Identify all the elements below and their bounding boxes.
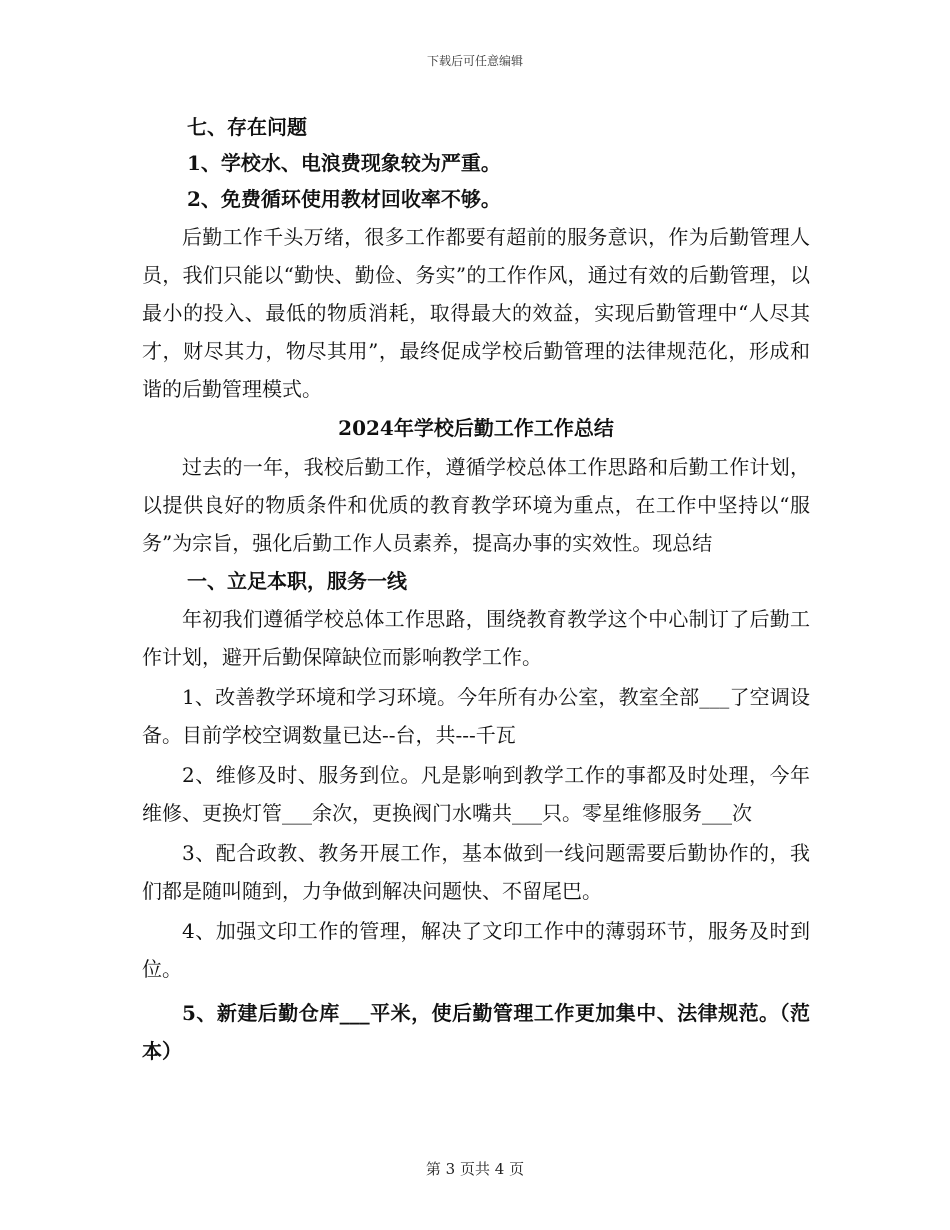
paragraph-intro: 过去的一年，我校后勤工作，遵循学校总体工作思路和后勤工作计划，以提供良好的物质条件和优质的教育教学环境为重点，在工作中坚持以“服务”为宗旨，强化后勤工作人员素养，提高办事的实效性。现总结 xyxy=(142,455,810,555)
paragraph-item-5: 5、新建后勤仓库___平米，使后勤管理工作更加集中、法律规范。（范本） xyxy=(142,1001,810,1063)
section-7-title: 七、存在问题 xyxy=(187,115,307,139)
document-title: 2024年学校后勤工作工作总结 xyxy=(338,416,614,440)
page-footer: 第 3 页共 4 页 xyxy=(425,1160,525,1178)
paragraph-item-1: 1、改善教学环境和学习环境。今年所有办公室，教室全部___了空调设备。目前学校空调数量已达--台，共---千瓦 xyxy=(142,685,810,747)
paragraph-plan: 年初我们遵循学校总体工作思路，围绕教育教学这个中心制订了后勤工作计划，避开后勤保障缺位而影响教学工作。 xyxy=(142,607,810,669)
problem-item-1: 1、学校水、电浪费现象较为严重。 xyxy=(187,151,501,175)
paragraph-item-3: 3、配合政教、教务开展工作，基本做到一线问题需要后勤协作的，我们都是随叫随到，力争做到解决问题快、不留尾巴。 xyxy=(142,841,810,903)
paragraph-item-2: 2、维修及时、服务到位。凡是影响到教学工作的事都及时处理，今年维修、更换灯管___余次，更换阀门水嘴共___只。零星维修服务___次 xyxy=(142,763,810,825)
document-body xyxy=(142,110,810,1070)
paragraph-conclusion: 后勤工作千头万绪，很多工作都要有超前的服务意识，作为后勤管理人员，我们只能以“勤快、勤俭、务实”的工作作风，通过有效的后勤管理，以最小的投入、最低的物质消耗，取得最大的效益，实现后勤管理中“人尽其才，财尽其力，物尽其用”，最终促成学校后勤管理的法律规范化，形成和谐的后勤管理模式。 xyxy=(142,225,810,401)
problem-item-2: 2、免费循环使用教材回收率不够。 xyxy=(187,187,501,211)
page-header: 下载后可任意编辑 xyxy=(426,54,523,68)
paragraph-item-4: 4、加强文印工作的管理，解决了文印工作中的薄弱环节，服务及时到位。 xyxy=(142,919,810,981)
section-1-title: 一、立足本职，服务一线 xyxy=(187,569,407,593)
